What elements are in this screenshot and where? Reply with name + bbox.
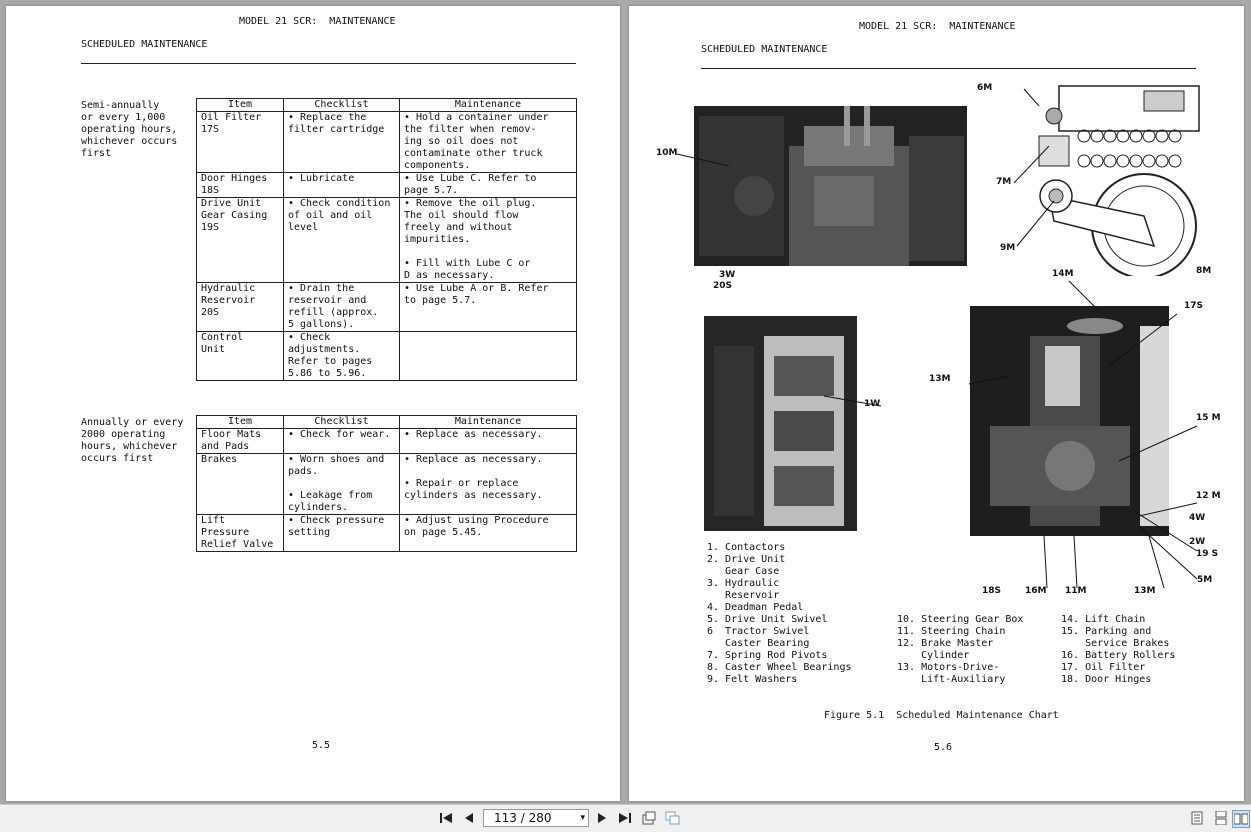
callout-2w: 2W: [1189, 537, 1206, 547]
cell-item: Drive Unit Gear Casing 19S: [197, 198, 284, 283]
leader-lines: [629, 6, 1244, 606]
cell-check: • Lubricate: [284, 173, 400, 198]
callout-14m: 14M: [1052, 269, 1074, 279]
header-checklist: Checklist: [284, 416, 400, 429]
header-item: Item: [197, 416, 284, 429]
annual-table: [196, 415, 577, 552]
cell-maint: • Use Lube C. Refer to page 5.7.: [400, 173, 577, 198]
copy-page-button[interactable]: [664, 810, 682, 826]
cell-check: • Check adjustments. Refer to pages 5.86 to 5.96.: [284, 332, 400, 381]
callout-5m: 5M: [1197, 575, 1213, 585]
callout-20s: 20S: [713, 281, 733, 291]
right-page-header: MODEL 21 SCR: MAINTENANCE: [859, 21, 1016, 32]
continuous-view-button[interactable]: [1212, 810, 1230, 826]
callout-10m: 10M: [656, 148, 678, 158]
callout-15m: 15 M: [1196, 413, 1221, 423]
semi-annual-label: Semi-annually or every 1,000 operating hours, whichever occurs first: [81, 100, 178, 159]
cell-maint: [400, 332, 577, 381]
callout-16m: 16M: [1025, 586, 1047, 596]
callout-19s: 19 S: [1196, 549, 1219, 559]
callout-7m: 7M: [996, 177, 1012, 187]
continuous-page-icon: [1215, 811, 1227, 825]
header-maintenance: Maintenance: [400, 99, 577, 112]
right-page-number: 5.6: [934, 742, 953, 753]
page-indicator: 113 / 280: [494, 811, 552, 825]
last-page-button[interactable]: [616, 810, 634, 826]
table-row: [197, 454, 577, 515]
cell-maint: • Hold a container under the filter when remov- ing so oil does not contaminate other truck components.: [400, 112, 577, 173]
next-page-button[interactable]: [593, 810, 611, 826]
single-page-icon: [1191, 811, 1203, 825]
table-row: [197, 515, 577, 552]
first-page-icon: [439, 812, 453, 824]
two-page-view-button[interactable]: [1232, 810, 1250, 828]
cell-maint: • Use Lube A or B. Refer to page 5.7.: [400, 283, 577, 332]
cell-item: Door Hinges 18S: [197, 173, 284, 198]
callout-8m: 8M: [1196, 266, 1212, 276]
right-page: [629, 6, 1244, 801]
callout-17s: 17S: [1184, 301, 1204, 311]
cell-maint: • Adjust using Procedure on page 5.45.: [400, 515, 577, 552]
legend-column-3: 14. Lift Chain 15. Parking and Service Brakes 16. Battery Rollers 17. Oil Filter 18. Door Hinges: [1061, 614, 1176, 685]
figure-caption: Figure 5.1 Scheduled Maintenance Chart: [824, 710, 1059, 721]
callout-12m: 12 M: [1196, 491, 1221, 501]
table-header-row: [197, 416, 577, 429]
callout-4w: 4W: [1189, 513, 1206, 523]
copy-page-icon: [665, 811, 681, 825]
cell-item: Hydraulic Reservoir 20S: [197, 283, 284, 332]
prev-page-button[interactable]: [460, 810, 478, 826]
table-row: [197, 112, 577, 173]
callout-13m-lower: 13M: [1134, 586, 1156, 596]
cell-item: Floor Mats and Pads: [197, 429, 284, 454]
cell-check: • Replace the filter cartridge: [284, 112, 400, 173]
left-header-rule: [81, 63, 576, 64]
cell-item: Brakes: [197, 454, 284, 515]
cell-maint: • Replace as necessary. • Repair or replace cylinders as necessary.: [400, 454, 577, 515]
two-page-icon: [1234, 813, 1248, 825]
viewer-toolbar: [0, 804, 1251, 832]
cell-item: Oil Filter 17S: [197, 112, 284, 173]
cell-check: • Check condition of oil and oil level: [284, 198, 400, 283]
annual-label: Annually or every 2000 operating hours, whichever occurs first: [81, 417, 184, 464]
cell-check: • Check pressure setting: [284, 515, 400, 552]
prev-page-icon: [464, 812, 474, 824]
left-page-number: 5.5: [312, 740, 331, 751]
chevron-down-icon: ▾: [580, 813, 585, 823]
header-item: Item: [197, 99, 284, 112]
header-checklist: Checklist: [284, 99, 400, 112]
callout-1w: 1W: [864, 399, 881, 409]
table-row: [197, 283, 577, 332]
callout-9m: 9M: [1000, 243, 1016, 253]
callout-13m-upper: 13M: [929, 374, 951, 384]
cell-check: • Worn shoes and pads. • Leakage from cylinders.: [284, 454, 400, 515]
first-page-button[interactable]: [437, 810, 455, 826]
table-row: [197, 173, 577, 198]
cell-item: Lift Pressure Relief Valve: [197, 515, 284, 552]
right-section-title: SCHEDULED MAINTENANCE: [701, 44, 828, 55]
callout-11m: 11M: [1065, 586, 1087, 596]
table-row: [197, 332, 577, 381]
table-header-row: [197, 99, 577, 112]
rotate-page-icon: [641, 811, 657, 825]
next-page-icon: [597, 812, 607, 824]
semi-annual-table: [196, 98, 577, 381]
legend-column-2: 10. Steering Gear Box 11. Steering Chain 12. Brake Master Cylinder 13. Motors-Drive- Lift-Auxiliary: [897, 614, 1024, 685]
header-maintenance: Maintenance: [400, 416, 577, 429]
callout-18s: 18S: [982, 586, 1002, 596]
callout-6m: 6M: [977, 83, 993, 93]
table-row: [197, 198, 577, 283]
single-page-view-button[interactable]: [1188, 810, 1206, 826]
left-page-header: MODEL 21 SCR: MAINTENANCE: [239, 16, 396, 27]
table-row: [197, 429, 577, 454]
left-page: [6, 6, 620, 801]
cell-check: • Check for wear.: [284, 429, 400, 454]
legend-column-1: 1. Contactors 2. Drive Unit Gear Case 3. Hydraulic Reservoir 4. Deadman Pedal 5. Drive Unit Swivel 6 Tractor Swivel Caster Bearing 7. Spring Rod Pivots 8. Caster Wheel Bearings 9. Felt Washers: [707, 542, 852, 685]
page-number-field[interactable]: [483, 809, 589, 827]
last-page-icon: [618, 812, 632, 824]
cell-maint: • Remove the oil plug. The oil should flow freely and without impurities. • Fill with Lube C or D as necessary.: [400, 198, 577, 283]
cell-maint: • Replace as necessary.: [400, 429, 577, 454]
cell-item: Control Unit: [197, 332, 284, 381]
callout-3w: 3W: [719, 270, 736, 280]
rotate-page-button[interactable]: [640, 810, 658, 826]
left-section-title: SCHEDULED MAINTENANCE: [81, 39, 208, 50]
cell-check: • Drain the reservoir and refill (approx. 5 gallons).: [284, 283, 400, 332]
